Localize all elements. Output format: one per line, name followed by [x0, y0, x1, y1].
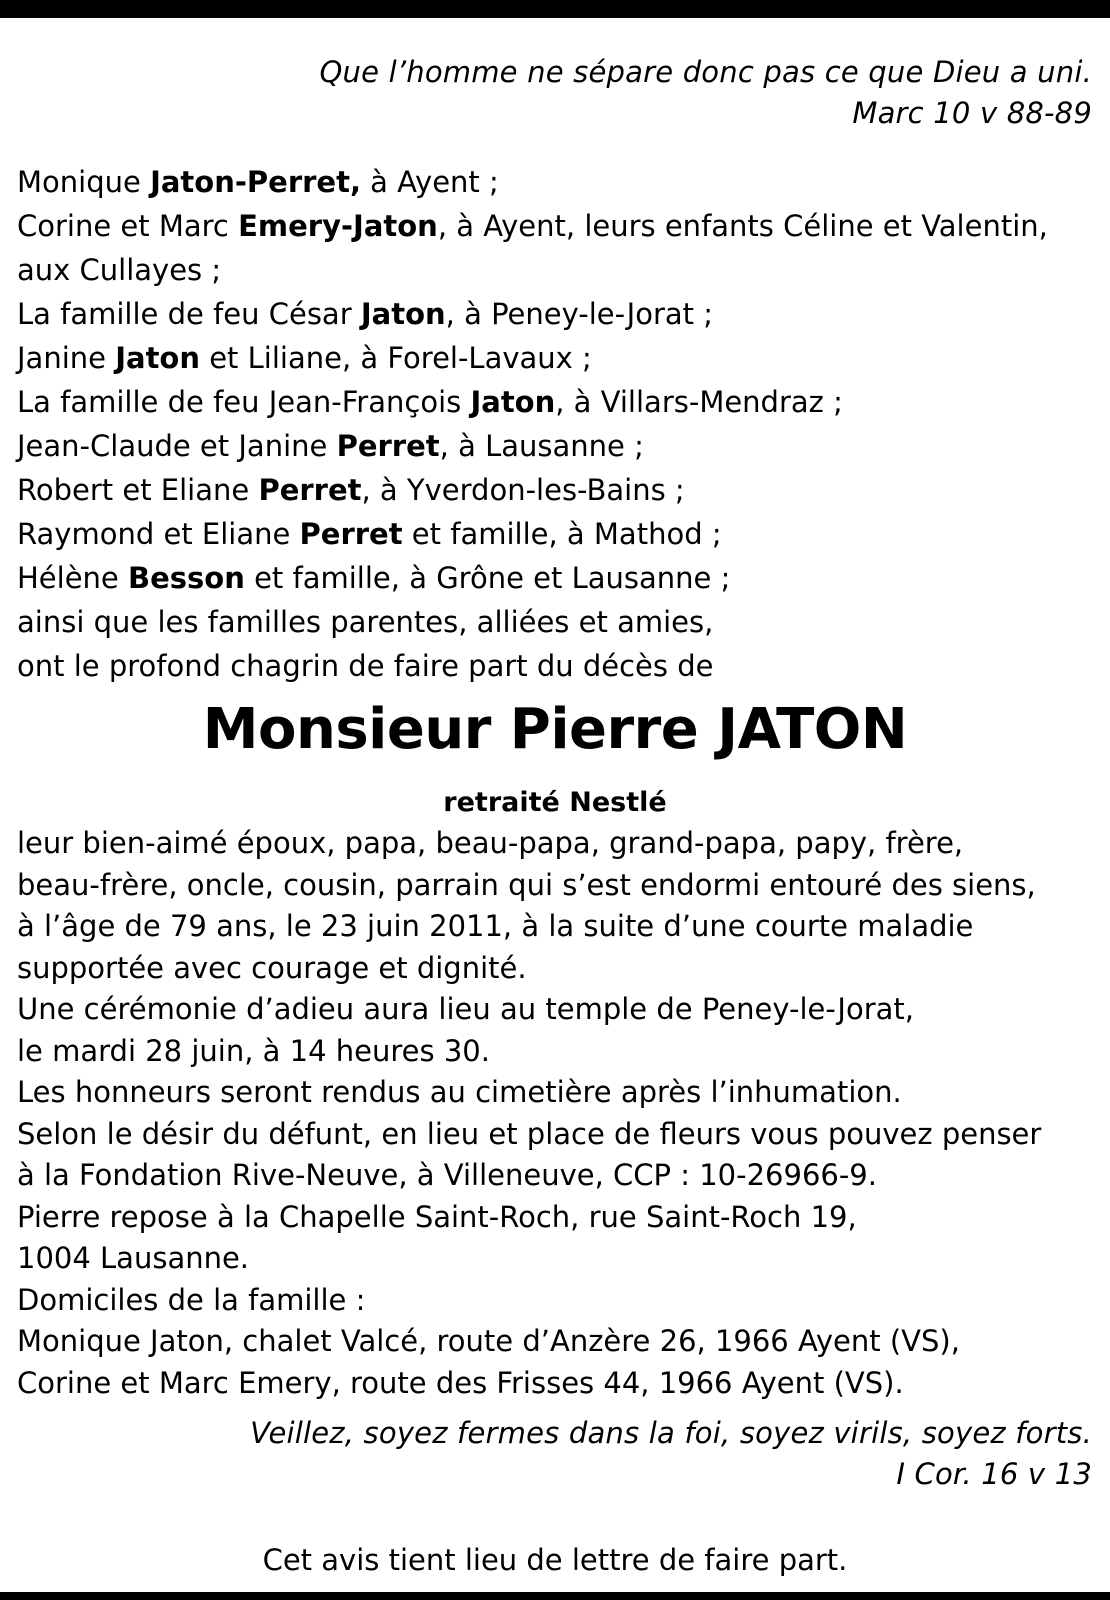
body-line: Corine et Marc Emery, route des Frisses 44, 1966 Ayent (VS).: [17, 1365, 904, 1400]
mourner-text: Monique: [17, 165, 151, 199]
mourner-text: , à Ayent, leurs enfants Céline et Valentin,: [437, 209, 1048, 243]
body-line: à la Fondation Rive-Neuve, à Villeneuve, CCP : 10-26966-9.: [17, 1158, 877, 1192]
mourner-text: Janine: [17, 341, 116, 375]
epigraph-bottom-quote: Veillez, soyez fermes dans la foi, soyez virils, soyez forts.: [250, 1416, 1092, 1450]
mourner-text: , à Yverdon-les-Bains ;: [361, 473, 685, 507]
mourner-surname: Besson: [128, 561, 245, 595]
epigraph-top-reference: Marc 10 v 88-89: [852, 96, 1092, 130]
mourner-line: [17, 556, 1097, 600]
mourner-line: [17, 380, 1097, 424]
body-line: Une cérémonie d’adieu aura lieu au temple de Peney-le-Jorat,: [17, 992, 915, 1026]
mourner-line: [17, 336, 1097, 380]
mourner-line: [17, 644, 1097, 688]
mourner-text: Jean-Claude et Janine: [17, 429, 337, 463]
mourner-surname: Perret: [258, 473, 362, 507]
deceased-name: Monsieur Pierre JATON: [202, 697, 908, 762]
body-line: Selon le désir du défunt, en lieu et place de fleurs vous pouvez penser: [17, 1116, 1042, 1151]
body-line: leur bien-aimé époux, papa, beau-papa, grand-papa, papy, frère,: [17, 826, 964, 860]
mourner-surname: Jaton: [115, 341, 200, 375]
epigraph-bottom: [250, 1413, 1092, 1495]
mourners-list: [17, 160, 1097, 688]
mourner-surname: Jaton-Perret,: [150, 165, 361, 199]
mourner-surname: Perret: [299, 517, 403, 551]
mourner-line: [17, 160, 1097, 204]
epigraph-bottom-reference: I Cor. 16 v 13: [896, 1457, 1092, 1491]
mourner-text: La famille de feu Jean-François: [17, 385, 471, 419]
mourner-text: et Liliane, à Forel-Lavaux ;: [200, 341, 592, 375]
mourner-surname: Perret: [336, 429, 440, 463]
mourner-text: à Ayent ;: [360, 165, 499, 199]
body-line: supportée avec courage et dignité.: [17, 950, 527, 985]
mourner-text: ainsi que les familles parentes, alliées et amies,: [17, 605, 714, 639]
mourner-line: [17, 424, 1097, 468]
mourner-text: Hélène: [17, 561, 128, 595]
mourner-text: , à Villars-Mendraz ;: [555, 385, 843, 419]
body-line: Les honneurs seront rendus au cimetière après l’inhumation.: [17, 1075, 902, 1109]
mourner-surname: Jaton: [360, 297, 446, 331]
mourner-text: Corine et Marc: [17, 209, 239, 243]
mourner-line: [17, 248, 1097, 292]
mourner-text: et famille, à Mathod ;: [402, 517, 722, 551]
body-line: à l’âge de 79 ans, le 23 juin 2011, à la suite d’une courte maladie: [17, 909, 974, 943]
mourner-surname: Jaton: [470, 385, 556, 419]
mourner-line: [17, 292, 1097, 336]
mourner-text: La famille de feu César: [17, 297, 361, 331]
mourner-text: Robert et Eliane: [17, 473, 259, 507]
body-line: beau-frère, oncle, cousin, parrain qui s’est endormi entouré des siens,: [17, 867, 1036, 902]
body-line: Domiciles de la famille :: [17, 1282, 366, 1317]
mourner-text: Raymond et Eliane: [17, 517, 300, 551]
mourner-text: , à Peney-le-Jorat ;: [445, 297, 714, 331]
epigraph-top: [320, 52, 1092, 134]
body-line: le mardi 28 juin, à 14 heures 30.: [17, 1033, 490, 1068]
body-line: Pierre repose à la Chapelle Saint-Roch, rue Saint-Roch 19,: [17, 1199, 857, 1234]
mourner-text: , à Lausanne ;: [439, 429, 644, 463]
body-line: Monique Jaton, chalet Valcé, route d’Anzère 26, 1966 Ayent (VS),: [17, 1324, 960, 1358]
mourner-text: et famille, à Grône et Lausanne ;: [244, 561, 731, 595]
mourner-line: [17, 468, 1097, 512]
mourner-text: ont le profond chagrin de faire part du décès de: [17, 649, 714, 683]
deceased-subtitle: retraité Nestlé: [443, 787, 667, 818]
mourner-surname: Emery-Jaton: [238, 209, 438, 243]
body-line: 1004 Lausanne.: [17, 1241, 250, 1275]
footer-note: Cet avis tient lieu de lettre de faire part.: [262, 1543, 848, 1577]
mourner-text: aux Cullayes ;: [17, 253, 222, 287]
mourner-line: [17, 204, 1097, 248]
mourner-line: [17, 512, 1097, 556]
bottom-border-rule: [0, 1592, 1110, 1600]
epigraph-top-quote: Que l’homme ne sépare donc pas ce que Dieu a uni.: [319, 55, 1092, 89]
mourner-line: [17, 600, 1097, 644]
top-border-rule: [0, 0, 1110, 18]
announcement-body: [17, 823, 1097, 1404]
